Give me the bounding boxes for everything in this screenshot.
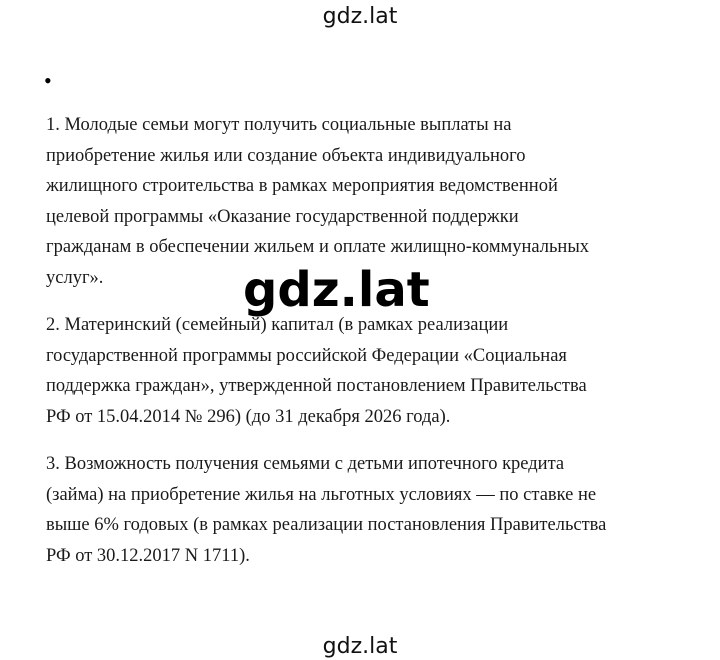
paragraph-line: государственной программы российской Федерации «Социальная <box>46 345 567 366</box>
bullet-marker: • <box>44 68 52 93</box>
paragraph-line: РФ от 30.12.2017 N 1711). <box>46 545 250 566</box>
paragraph-line: приобретение жилья или создание объекта индивидуального <box>46 145 526 166</box>
paragraph-line: выше 6% годовых (в рамках реализации постановления Правительства <box>46 515 607 535</box>
paragraph-2 <box>46 310 686 432</box>
paragraph-line: поддержка граждан», утвержденной постановлением Правительства <box>46 376 587 396</box>
watermark-top: gdz.lat <box>322 4 398 29</box>
paragraph-line: жилищного строительства в рамках мероприятия ведомственной <box>46 176 558 196</box>
watermark-center: gdz.lat <box>243 262 430 318</box>
paragraph-line: услуг». <box>46 267 104 288</box>
paragraph-3 <box>46 449 686 571</box>
paragraph-line: целевой программы «Оказание государственной поддержки <box>46 206 519 227</box>
watermark-bottom: gdz.lat <box>322 634 398 659</box>
paragraph-line: (займа) на приобретение жилья на льготных условиях — по ставке не <box>46 484 597 505</box>
paragraph-line: РФ от 15.04.2014 № 296) (до 31 декабря 2026 года). <box>46 406 451 427</box>
paragraph-line: гражданам в обеспечении жильем и оплате жилищно-коммунальных <box>46 237 590 257</box>
paragraph-line: 1. Молодые семьи могут получить социальные выплаты на <box>46 115 512 135</box>
paragraph-line: 2. Материнский (семейный) капитал (в рамках реализации <box>46 315 509 335</box>
paragraph-line: 3. Возможность получения семьями с детьми ипотечного кредита <box>46 454 565 474</box>
